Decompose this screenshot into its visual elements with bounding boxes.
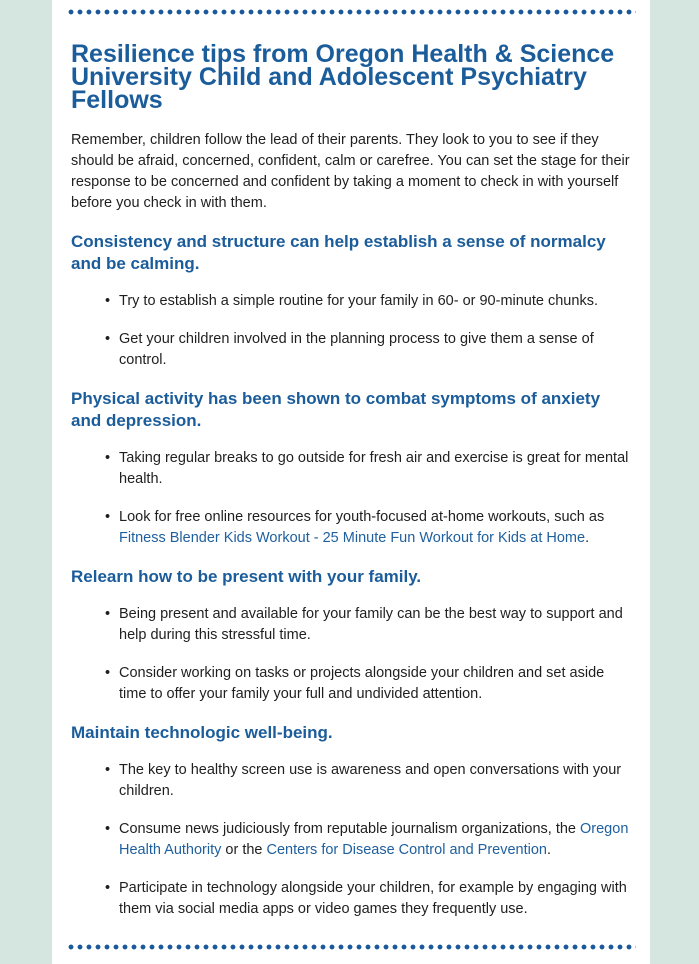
article-content [71, 40, 631, 920]
list-item [71, 663, 631, 705]
list-item [71, 291, 631, 312]
list-item-text: . [547, 842, 552, 858]
list-item-text: Look for free online resources for youth-focused at-home workouts, such as [119, 509, 605, 525]
list-item [71, 760, 631, 802]
list-item-text: Consider working on tasks or projects alongside your children and set aside time to offer your family your full and undivided attention. [119, 665, 605, 702]
list-item [71, 329, 631, 371]
list-item-text: Consume news judiciously from reputable journalism organizations, the [119, 821, 581, 837]
list-item [71, 448, 631, 490]
list-item-text: . [585, 530, 590, 546]
oregon-health-authority-link[interactable]: Oregon Health Authority [119, 821, 629, 858]
list-item [71, 604, 631, 646]
page-title: Resilience tips from Oregon Health & Science University Child and Adolescent Psychiatry Fellows [71, 40, 615, 114]
section-heading-present: Relearn how to be present with your family. [71, 567, 422, 586]
dotted-divider-bottom [68, 944, 636, 950]
list-item-text: Participate in technology alongside your children, for example by engaging with them via social media apps or video games they frequently use. [119, 880, 627, 917]
section-list-technology [71, 760, 631, 920]
dotted-divider-top [68, 9, 636, 15]
list-item [71, 878, 631, 920]
list-item-text: Being present and available for your family can be the best way to support and help during this stressful time. [119, 606, 623, 643]
list-item [71, 819, 631, 861]
newsletter-panel [52, 0, 650, 964]
intro-paragraph: Remember, children follow the lead of their parents. They look to you to see if they should be afraid, concerned, confident, calm or carefree. You can set the stage for their response to be concerned and confident by taking a moment to check in with yourself before you check in with them. [71, 132, 630, 211]
section-list-consistency [71, 291, 631, 371]
section-heading-physical-activity: Physical activity has been shown to combat symptoms of anxiety and depression. [71, 389, 601, 430]
section-list-physical-activity [71, 448, 631, 549]
list-item-text: Try to establish a simple routine for your family in 60- or 90-minute chunks. [119, 293, 598, 309]
cdc-link[interactable]: Centers for Disease Control and Prevention [266, 842, 547, 858]
list-item-text: Get your children involved in the planning process to give them a sense of control. [119, 331, 594, 368]
list-item [71, 507, 631, 549]
list-item-text: or the [221, 842, 267, 858]
list-item-text: Taking regular breaks to go outside for fresh air and exercise is great for mental health. [119, 450, 629, 487]
section-heading-consistency: Consistency and structure can help establish a sense of normalcy and be calming. [71, 232, 606, 273]
section-heading-technology: Maintain technologic well-being. [71, 723, 333, 742]
section-list-present [71, 604, 631, 705]
fitness-blender-link[interactable]: Fitness Blender Kids Workout - 25 Minute Fun Workout for Kids at Home [119, 530, 586, 546]
list-item-text: The key to healthy screen use is awareness and open conversations with your children. [119, 762, 622, 799]
